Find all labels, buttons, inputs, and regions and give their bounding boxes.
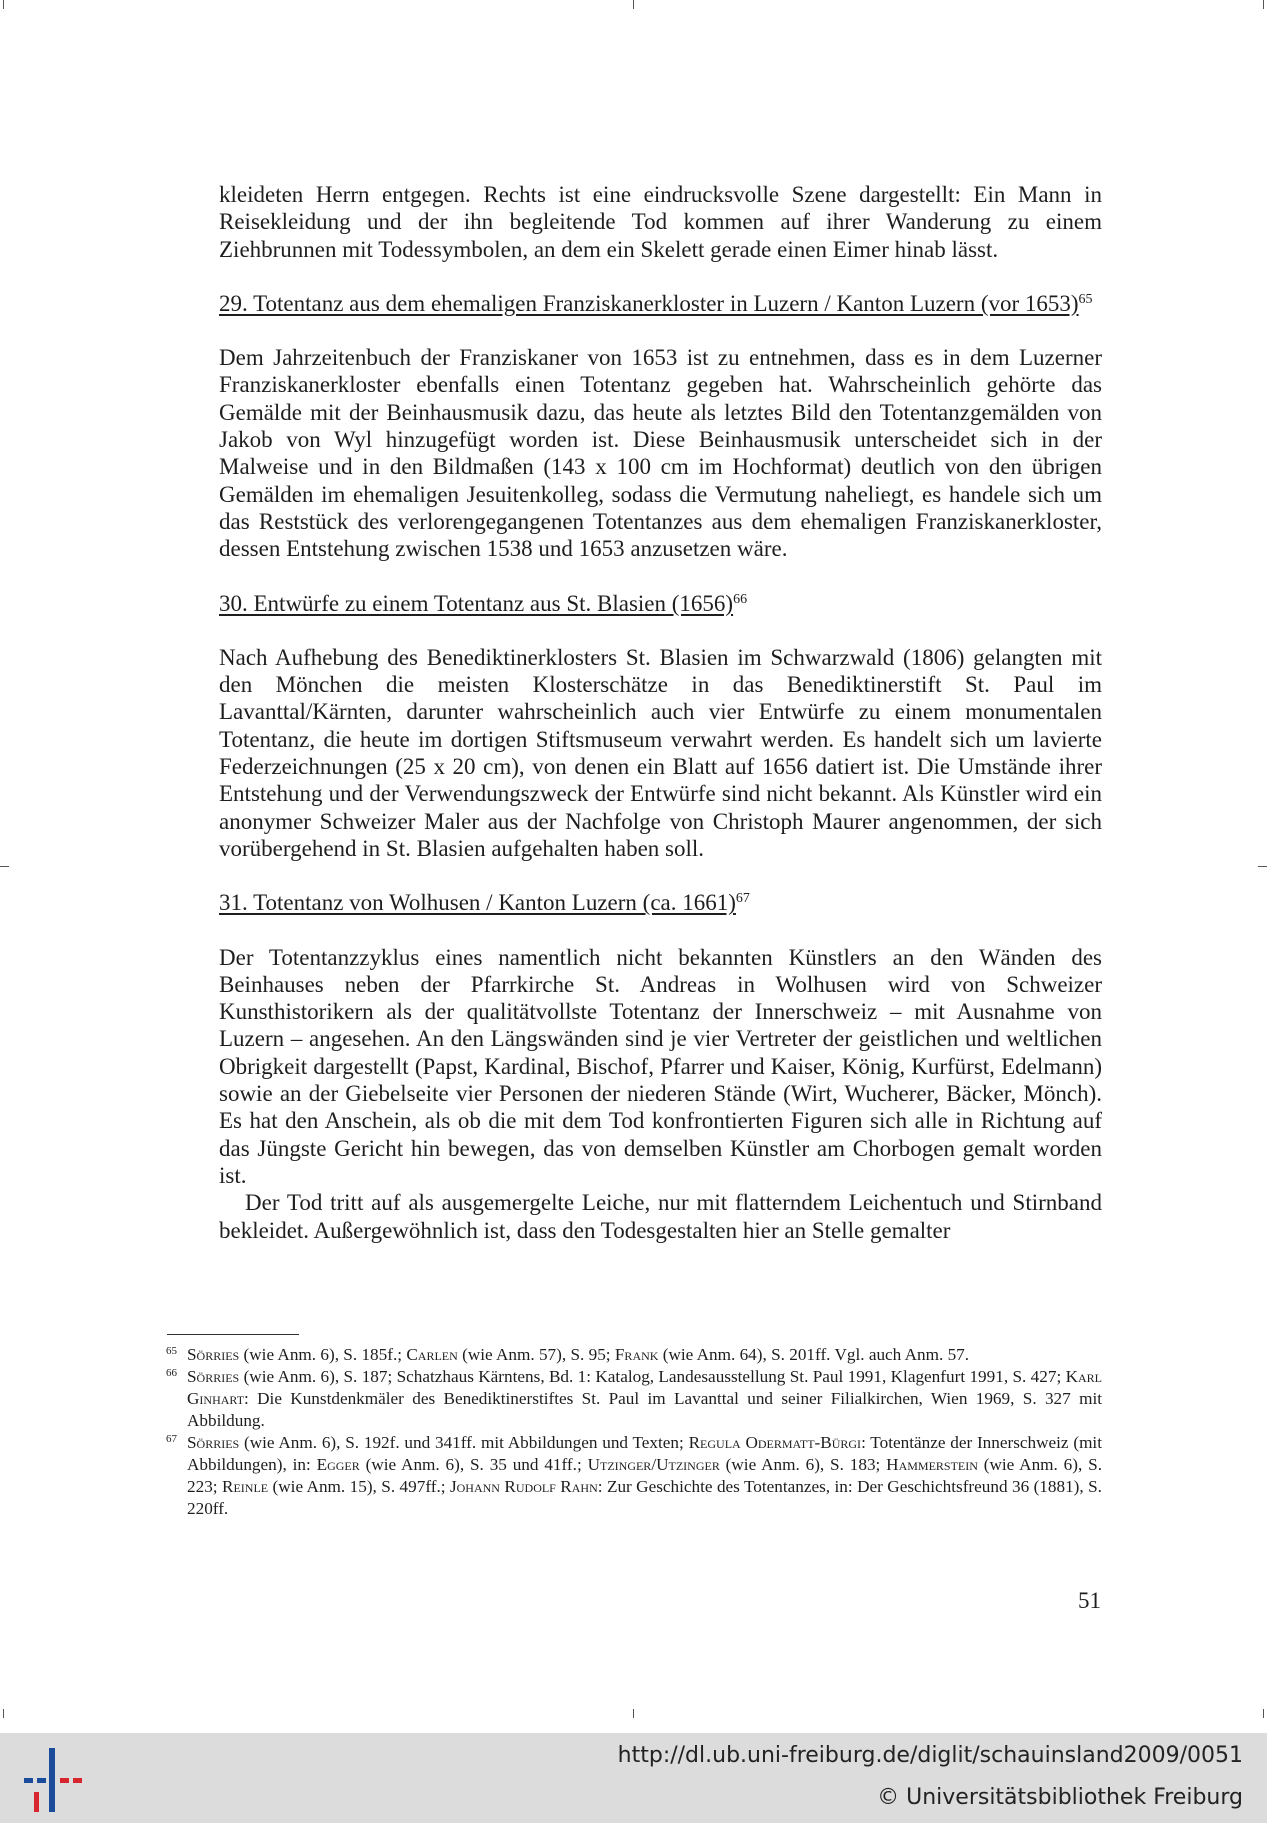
paragraph-30: Nach Aufhebung des Benediktinerklosters St. Blasien im Schwarzwald (1806) gelangten mit den Mönchen die meisten Klosterschätze in das Benediktinerstift St. Paul im Lavanttal/Kärnten, darunter wahrscheinlich auch vier Entwürfe zu einem monumentalen Totentanz, die heute im dortigen Stiftsmuseum verwahrt werden. Es handelt sich um lavierte Federzeichnungen (25 x 20 cm), von denen ein Blatt auf 1656 datiert ist. Die Umstände ihrer Entstehung und der Verwendungszweck der Entwürfe sind nicht bekannt. Als Künstler wird ein anonymer Schweizer Maler aus der Nachfolge von Christoph Maurer angenommen, der sich vorübergehend in St. Blasien aufgehalten haben soll. — [219, 644, 1102, 861]
crop-mark-mid-right — [1258, 866, 1267, 867]
footnote-66: 66 Sörries (wie Anm. 6), S. 187; Schatzhaus Kärntens, Bd. 1: Katalog, Landesausstellung St. Paul 1991, Klagenfurt 1991, S. 427; Karl Ginhart: Die Kunstdenkmäler des Benediktinerstiftes St. Paul im Lavanttal und seiner Filialkirchen, Wien 1969, S. 327 mit Abbildung. — [166, 1366, 1102, 1432]
footnote-67: 67 Sörries (wie Anm. 6), S. 192f. und 341ff. mit Abbildungen und Texten; Regula Odermatt-Bürgi: Totentänze der Innerschweiz (mit Abbildungen), in: Egger (wie Anm. 6), S. 35 und 41ff.; Utzinger/Utzinger (wie Anm. 6), S. 183; Hammerstein (wie Anm. 6), S. 223; Reinle (wie Anm. 15), S. 497ff.; Johann Rudolf Rahn: Zur Geschichte des Totentanzes, in: Der Geschichtsfreund 36 (1881), S. 220ff. — [166, 1432, 1102, 1520]
crop-mark-bottom-center — [633, 1709, 634, 1718]
crop-mark-top-left — [3, 0, 4, 9]
footnote-ref-67[interactable]: 67 — [735, 891, 750, 907]
footnote-number: 66 — [166, 1367, 177, 1379]
section-heading-29: 29. Totentanz aus dem ehemaligen Franziskanerkloster in Luzern / Kanton Luzern (vor 1653)$^{65}$ — [219, 290, 1093, 316]
intro-paragraph: kleideten Herrn entgegen. Rechts ist eine eindrucksvolle Szene dargestellt: Ein Mann in Reisekleidung und der ihn begleitende Tod kommen auf ihrer Wanderung zu einem Ziehbrunnen mit Todessymbolen, an dem ein Skelett gerade einen Eimer hinab lässt. — [219, 182, 1102, 262]
footnotes — [166, 1344, 1102, 1520]
page-number: 51 — [1078, 1588, 1101, 1613]
footer-url-link[interactable]: http://dl.ub.uni-freiburg.de/diglit/schauinsland2009/0051 — [617, 1743, 1243, 1768]
footnote-number: 67 — [166, 1433, 177, 1445]
page-body — [219, 181, 1102, 1244]
footnote-ref-66[interactable]: 66 — [733, 591, 748, 607]
footnote-65: 65 Sörries (wie Anm. 6), S. 185f.; Carlen (wie Anm. 57), S. 95; Frank (wie Anm. 64), S. 201ff. Vgl. auch Anm. 57. — [166, 1344, 1102, 1366]
crop-mark-bottom-left — [3, 1709, 4, 1718]
footnote-ref-65[interactable]: 65 — [1078, 291, 1093, 307]
crop-mark-top-right — [1263, 0, 1264, 9]
section-heading-31: 31. Totentanz von Wolhusen / Kanton Luzern (ca. 1661)$^{67}$ — [219, 890, 750, 916]
footnote-number: 65 — [166, 1345, 177, 1357]
paragraph-31-continued: Der Tod tritt auf als ausgemergelte Leiche, nur mit flatterndem Leichentuch und Stirnband bekleidet. Außergewöhnlich ist, dass den Todesgestalten hier an Stelle gemalter — [219, 1190, 1102, 1243]
paragraph-29: Dem Jahrzeitenbuch der Franziskaner von 1653 ist zu entnehmen, dass es in dem Luzerner Franziskanerkloster ebenfalls einen Totentanz gegeben hat. Wahrscheinlich gehörte das Gemälde mit der Beinhausmusik dazu, das heute als letztes Bild den Totentanzgemälden von Jakob von Wyl hinzugefügt worden ist. Diese Beinhausmusik unterscheidet sich in der Malweise und in den Bildmaßen (143 x 100 cm im Hochformat) deutlich von den übrigen Gemälden im ehemaligen Jesuitenkolleg, sodass die Vermutung naheliegt, es handele sich um das Reststück des verlorengegangenen Totentanzes aus dem ehemaligen Franziskanerkloster, dessen Entstehung zwischen 1538 und 1653 anzusetzen wäre. — [219, 345, 1102, 562]
crop-mark-top-center — [633, 0, 634, 9]
paragraph-31: Der Totentanzzyklus eines namentlich nicht bekannten Künstlers an den Wänden des Beinhauses neben der Pfarrkirche St. Andreas in Wolhusen wird von Schweizer Kunsthistorikern als der qualitätvollste Totentanz der Innerschweiz – mit Ausnahme von Luzern – angesehen. An den Längswänden sind je vier Vertreter der geistlichen und weltlichen Obrigkeit dargestellt (Papst, Kardinal, Bischof, Pfarrer und Kaiser, König, Kurfürst, Edelmann) sowie an der Giebelseite vier Personen der niederen Stände (Wirt, Wucherer, Bäcker, Mönch). Es hat den Anschein, als ob die mit dem Tod konfrontierten Figuren sich alle in Richtung auf das Jüngste Gericht hin bewegen, das von demselben Künstler am Chorbogen gemalt worden ist. — [219, 944, 1102, 1188]
section-heading-30: 30. Entwürfe zu einem Totentanz aus St. Blasien $(1656)^{66}$ — [219, 590, 748, 616]
crop-mark-bottom-right — [1263, 1709, 1264, 1718]
crop-mark-mid-left — [0, 866, 9, 867]
footnote-divider — [167, 1334, 299, 1335]
footer-copyright: © Universitätsbibliothek Freiburg — [877, 1785, 1243, 1810]
ub-freiburg-logo-icon[interactable] — [24, 1748, 84, 1812]
